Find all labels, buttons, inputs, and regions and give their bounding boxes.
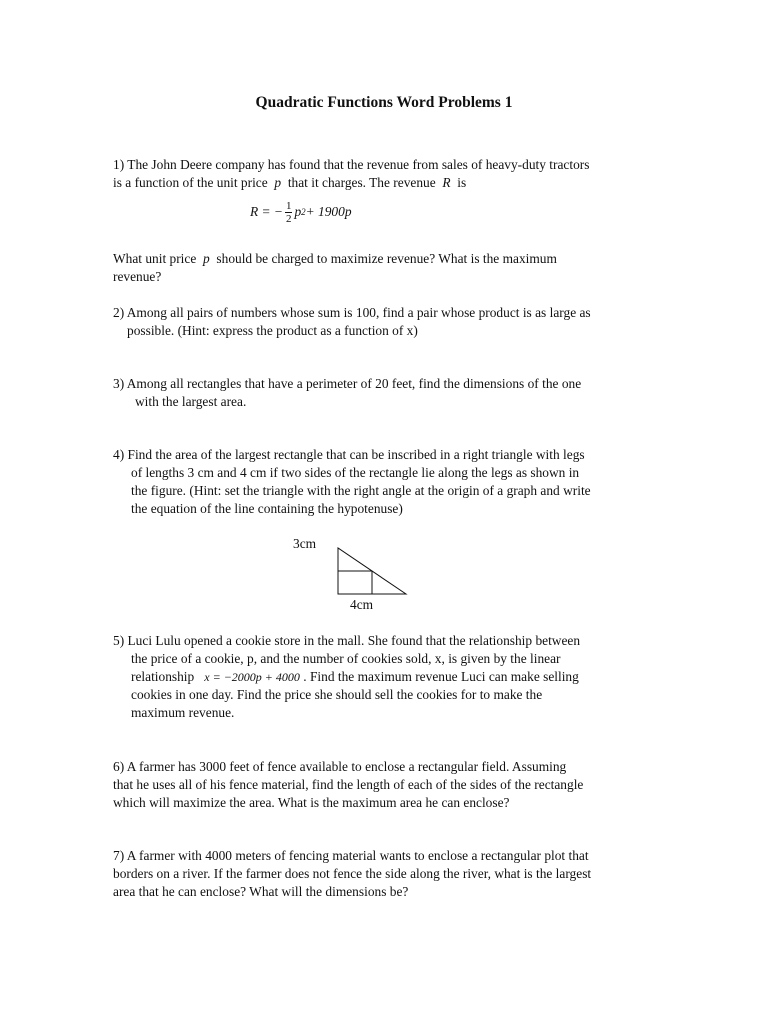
problem-7 bbox=[113, 847, 591, 901]
problem-3-line-1: 3) Among all rectangles that have a perimeter of 20 feet, find the dimensions of the one bbox=[113, 376, 582, 391]
problem-1 bbox=[113, 156, 589, 192]
triangle-figure bbox=[330, 544, 410, 598]
problem-5-line-2: the price of a cookie, p, and the number of cookies sold, x, is given by the linear bbox=[131, 651, 561, 666]
problem-1-line-1: 1) The John Deere company has found that the revenue from sales of heavy-duty tractors bbox=[113, 157, 590, 172]
problem-3 bbox=[113, 375, 581, 411]
formula-term: + 1900p bbox=[305, 204, 352, 219]
problem-5-line-4: cookies in one day. Find the price she should sell the cookies for to make the bbox=[131, 687, 543, 702]
problem-6-line-3: which will maximize the area. What is the maximum area he can enclose? bbox=[113, 795, 510, 810]
problem-1-text: that it charges. The revenue bbox=[287, 175, 436, 190]
problem-1-line-3 bbox=[113, 250, 557, 268]
problem-6 bbox=[113, 758, 583, 812]
problem-1-line-4: revenue? bbox=[113, 269, 162, 284]
problem-1-text: is bbox=[457, 175, 467, 190]
formula-term: p bbox=[294, 204, 302, 219]
problem-2 bbox=[113, 304, 591, 340]
problem-4-line-2: of lengths 3 cm and 4 cm if two sides of the rectangle lie along the legs as shown in bbox=[131, 465, 580, 480]
problem-7-line-2: borders on a river. If the farmer does not fence the side along the river, what is the largest bbox=[113, 866, 592, 881]
revenue-formula bbox=[250, 192, 352, 232]
problem-5-text: relationship bbox=[131, 669, 195, 684]
fraction-one-half bbox=[285, 200, 293, 225]
problem-4 bbox=[113, 446, 591, 518]
problem-1-question bbox=[113, 250, 557, 286]
problem-7-line-3: area that he can enclose? What will the dimensions be? bbox=[113, 884, 409, 899]
fraction-denominator: 2 bbox=[285, 212, 292, 225]
problem-2-line-1: 2) Among all pairs of numbers whose sum is 100, find a pair whose product is as large as bbox=[113, 305, 591, 320]
problem-4-line-4: the equation of the line containing the hypotenuse) bbox=[131, 501, 403, 516]
formula-exponent: 2 bbox=[301, 207, 306, 217]
problem-1-text: What unit price bbox=[113, 251, 197, 266]
inscribed-rectangle bbox=[338, 571, 372, 594]
variable-p: p bbox=[203, 251, 210, 266]
problem-1-line-2 bbox=[113, 174, 589, 192]
linear-equation: x = −2000p + 4000 bbox=[204, 670, 300, 684]
problem-6-line-1: 6) A farmer has 3000 feet of fence available to enclose a rectangular field. Assuming bbox=[113, 759, 567, 774]
problem-6-line-2: that he uses all of his fence material, find the length of each of the sides of the rectangle bbox=[113, 777, 584, 792]
formula-lhs: R = − bbox=[250, 204, 283, 219]
variable-p: p bbox=[274, 175, 282, 190]
problem-5-line-1: 5) Luci Lulu opened a cookie store in the mall. She found that the relationship between bbox=[113, 633, 581, 648]
problem-2-line-2: possible. (Hint: express the product as a function of x) bbox=[127, 323, 418, 338]
page-title: Quadratic Functions Word Problems 1 bbox=[255, 94, 513, 111]
problem-5-line-3 bbox=[113, 668, 580, 686]
variable-r: R bbox=[442, 175, 451, 190]
problem-5-text: . Find the maximum revenue Luci can make selling bbox=[303, 669, 579, 684]
problem-7-line-1: 7) A farmer with 4000 meters of fencing material wants to enclose a rectangular plot that bbox=[113, 848, 589, 863]
problem-4-line-3: the figure. (Hint: set the triangle with the right angle at the origin of a graph and write bbox=[131, 483, 591, 498]
label-3cm: 3cm bbox=[293, 536, 317, 551]
problem-3-line-2: with the largest area. bbox=[135, 394, 247, 409]
problem-1-text: should be charged to maximize revenue? What is the maximum bbox=[216, 251, 557, 266]
problem-4-line-1: 4) Find the area of the largest rectangle that can be inscribed in a right triangle with legs bbox=[113, 447, 585, 462]
fraction-numerator: 1 bbox=[285, 199, 292, 212]
label-4cm: 4cm bbox=[350, 597, 374, 612]
problem-5-line-5: maximum revenue. bbox=[131, 705, 235, 720]
problem-1-text: is a function of the unit price bbox=[113, 175, 268, 190]
problem-5 bbox=[113, 632, 580, 722]
